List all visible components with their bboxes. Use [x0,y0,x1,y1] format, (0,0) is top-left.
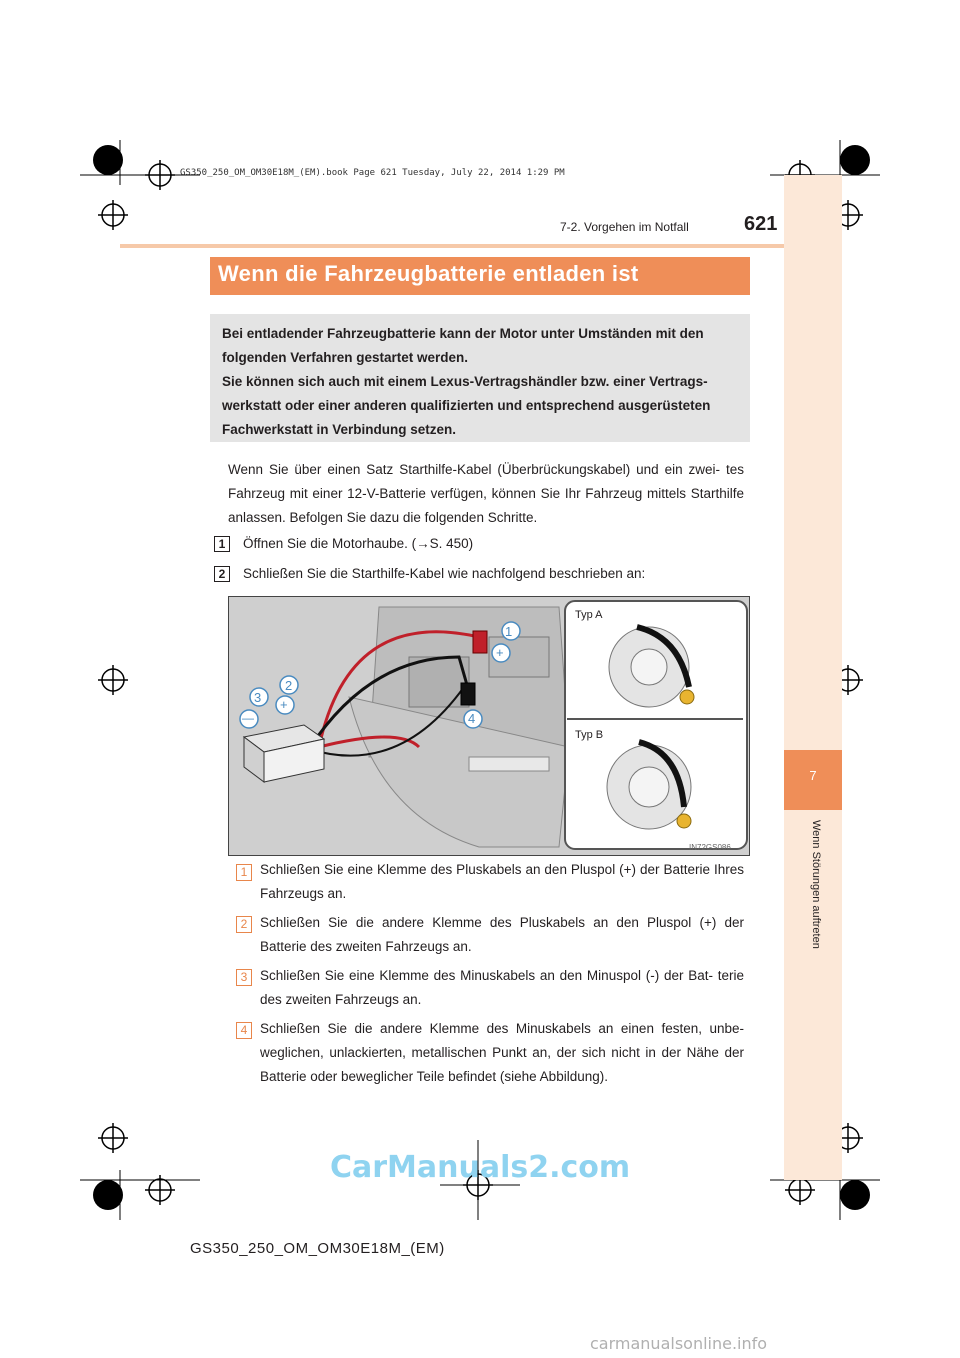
type-a-label: Typ A [575,609,603,621]
substep-badge: 2 [236,916,252,933]
substep-text: Schließen Sie eine Klemme des Minuskabels an den Minuspol (-) der Bat- terie des zweiten Fahrzeugs an. [260,968,744,1007]
substep-badge: 3 [236,969,252,986]
footer-code: GS350_250_OM_OM30E18M_(EM) [190,1240,445,1257]
callout-label: 2 [285,678,293,693]
watermark: CarManuals2.com [330,1150,631,1185]
intro-line: werkstatt oder einer anderen qualifizierten und entsprechend ausgerüsteten [222,398,711,413]
plus-symbol: + [280,697,288,712]
callout-label: 4 [468,711,476,726]
intro-box [210,314,750,442]
step-text: Schließen Sie die Starthilfe-Kabel wie nachfolgend beschrieben an: [243,566,646,581]
callout-label: 1 [505,624,513,639]
step-badge: 1 [214,536,230,552]
plus-symbol: + [496,645,504,660]
jump-start-figure [228,596,750,856]
type-b-label: Typ B [575,729,604,741]
callout-label: 3 [254,690,262,705]
jump-start-illustration [229,597,749,855]
intro-line: Bei entladender Fahrzeugbatterie kann der Motor unter Umständen mit den [222,326,704,341]
watermark-bottom: carmanualsonline.info [590,1334,768,1353]
intro-line: folgenden Verfahren gestartet werden. [222,350,469,365]
section-title: Wenn die Fahrzeugbatterie entladen ist [210,257,750,295]
substep-text: Schließen Sie die andere Klemme des Minuskabels an einen festen, unbe- weglichen, unlackierten, metallischen Punkt an, der sich nicht in der Nähe der Batterie oder beweglicher Teile befindet (siehe Abbildung). [260,1021,744,1084]
chapter-number: 7 [809,768,817,783]
intro-line: Sie können sich auch mit einem Lexus-Vertragshändler bzw. einer Vertrags- [222,374,708,389]
figure-code: IN72GS086 [689,843,731,852]
running-header: 7-2. Vorgehen im Notfall [560,220,689,234]
step-badge: 2 [214,566,230,582]
page-number: 621 [744,213,778,235]
step-text: Öffnen Sie die Motorhaube. (→S. 450) [243,536,474,551]
intro-line: Fachwerkstatt in Verbindung setzen. [222,422,457,437]
substep-badge: 1 [236,864,252,881]
minus-symbol: — [242,711,254,725]
substep-text: Schließen Sie die andere Klemme des Pluskabels an den Pluspol (+) der Batterie des zweiten Fahrzeugs an. [260,915,744,954]
substep-text: Schließen Sie eine Klemme des Pluskabels an den Pluspol (+) der Batterie Ihres Fahrzeugs an. [260,862,744,901]
print-info-line: GS350_250_OM_OM30E18M_(EM).book Page 621 Tuesday, July 22, 2014 1:29 PM [180,168,565,178]
side-strip [784,175,842,1180]
substep-badge: 4 [236,1022,252,1039]
chapter-title: Wenn Störungen auftreten [810,820,822,949]
header-rule [120,244,784,248]
body-paragraph: Wenn Sie über einen Satz Starthilfe-Kabel (Überbrückungskabel) und ein zwei- tes Fahrzeug mit einer 12-V-Batterie verfügen, können Sie Ihr Fahrzeug mittels Starthilfe anlassen. Befolgen Sie dazu die folgenden Schritte. [228,462,744,525]
